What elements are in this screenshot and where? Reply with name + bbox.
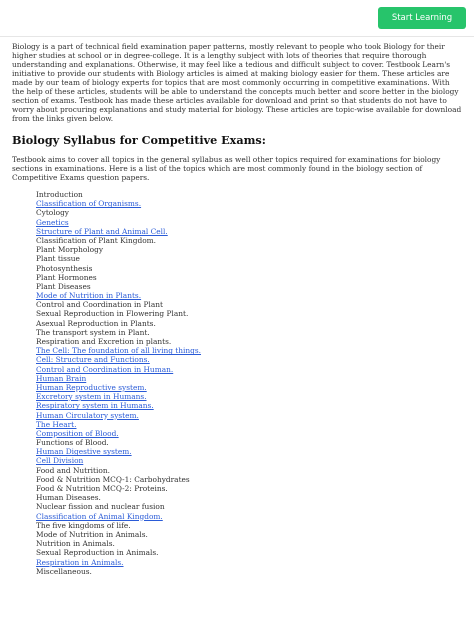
topic-link[interactable]: Structure of Plant and Animal Cell. <box>36 226 168 236</box>
topic-item[interactable] <box>36 512 462 521</box>
topic-item <box>36 273 462 282</box>
topic-item <box>36 484 462 493</box>
topic-label: Mode of Nutrition in Animals. <box>36 529 148 539</box>
intro-paragraph: Biology is a part of technical field examination paper patterns, mostly relevant to people who took Biology for their higher studies at school or in degree-college. It is a lengthy subject with lots of theories that require thorough understanding and explanations. Otherwise, it may feel like a tedious and difficult subject to cover. Testbook Learn's initiative to provide our students with Biology articles is aimed at making biology easier for them. These articles are made by our team of biology experts for topics that are most commonly occurring in competitive examinations. With the help of these articles, students will be able to understand the concepts much better and score better in the biology section of exams. Testbook has made these articles available for download and print so that students do not have to worry about procuring explanations and study material for biology. These articles are topic-wise available for download from the links given below. <box>12 42 462 123</box>
topic-link[interactable]: Respiratory system in Humans. <box>36 401 154 411</box>
topic-item <box>36 309 462 318</box>
topic-item <box>36 264 462 273</box>
topic-label: Nutrition in Animals. <box>36 539 115 549</box>
topic-label: Food and Nutrition. <box>36 465 110 475</box>
topic-label: Classification of Plant Kingdom. <box>36 235 157 245</box>
topic-item[interactable] <box>36 346 462 355</box>
topic-link[interactable]: Excretory system in Humans. <box>36 392 147 402</box>
topic-item <box>36 245 462 254</box>
topic-item[interactable] <box>36 411 462 420</box>
topic-label: Sexual Reproduction in Animals. <box>36 548 159 558</box>
topic-link[interactable]: Respiration in Animals. <box>36 557 124 567</box>
top-bar <box>0 0 474 37</box>
topic-link[interactable]: Genetics <box>36 217 69 227</box>
topic-item[interactable] <box>36 392 462 401</box>
topic-item[interactable] <box>36 374 462 383</box>
topic-item <box>36 319 462 328</box>
topic-item <box>36 254 462 263</box>
topic-link[interactable]: Classification of Animal Kingdom. <box>36 511 163 521</box>
topic-item[interactable] <box>36 383 462 392</box>
topic-link[interactable]: Human Circulatory system. <box>36 410 139 420</box>
section-paragraph: Testbook aims to cover all topics in the general syllabus as well other topics required for examinations for biology sections in examinations. Here is a list of the topics which are most commonly found in the biology section of Competitive Exams question papers. <box>12 155 441 182</box>
topic-link[interactable]: Human Digestive system. <box>36 447 132 457</box>
topic-label: Plant Hormones <box>36 272 97 282</box>
topic-label: Cytology <box>36 208 69 218</box>
topic-label: Photosynthesis <box>36 263 93 273</box>
topic-item <box>36 493 462 502</box>
topic-label: Food & Nutrition MCQ-2: Proteins. <box>36 484 168 493</box>
topic-item <box>36 502 462 511</box>
topic-link[interactable]: The Cell: The foundation of all living things. <box>36 346 202 356</box>
topic-item[interactable] <box>36 401 462 410</box>
topic-item <box>36 236 462 245</box>
topic-label: Functions of Blood. <box>36 438 109 448</box>
topic-item <box>36 466 462 475</box>
topic-item <box>36 539 462 548</box>
topic-item <box>36 567 462 576</box>
topic-link[interactable]: Composition of Blood. <box>36 428 119 438</box>
topic-label: Sexual Reproduction in Flowering Plant. <box>36 309 189 319</box>
topic-link[interactable]: Classification of Organisms. <box>36 199 142 209</box>
topic-item[interactable] <box>36 355 462 364</box>
topic-item[interactable] <box>36 365 462 374</box>
topic-item <box>36 328 462 337</box>
article-content <box>12 42 462 576</box>
topic-label: Nuclear fission and nuclear fusion <box>36 502 165 512</box>
topic-label: Plant Diseases <box>36 281 91 291</box>
topic-item <box>36 337 462 346</box>
topic-item[interactable] <box>36 558 462 567</box>
topic-item <box>36 521 462 530</box>
topic-link[interactable]: The Heart. <box>36 419 77 429</box>
topic-list <box>36 190 462 576</box>
topic-link[interactable]: Cell: Structure and Functions. <box>36 355 150 365</box>
topic-link[interactable]: Human Brain <box>36 373 87 383</box>
section-heading: Biology Syllabus for Competitive Exams: <box>12 133 266 147</box>
topic-label: Asexual Reproduction in Plants. <box>36 318 156 328</box>
topic-item <box>36 548 462 557</box>
topic-item <box>36 208 462 217</box>
start-learning-button[interactable]: Start Learning <box>378 7 466 29</box>
topic-item[interactable] <box>36 429 462 438</box>
topic-item <box>36 190 462 199</box>
topic-item[interactable] <box>36 218 462 227</box>
topic-item <box>36 438 462 447</box>
topic-item[interactable] <box>36 420 462 429</box>
topic-item <box>36 475 462 484</box>
topic-item[interactable] <box>36 447 462 456</box>
topic-label: Food & Nutrition MCQ-1: Carbohydrates <box>36 474 190 484</box>
topic-item[interactable] <box>36 199 462 208</box>
topic-label: The five kingdoms of life. <box>36 520 131 530</box>
topic-link[interactable]: Control and Coordination in Human. <box>36 364 174 374</box>
topic-label: Miscellaneous. <box>36 566 92 576</box>
topic-link[interactable]: Mode of Nutrition in Plants. <box>36 291 142 301</box>
topic-label: The transport system in Plant. <box>36 327 150 337</box>
topic-label: Plant tissue <box>36 254 80 264</box>
topic-item[interactable] <box>36 291 462 300</box>
topic-label: Human Diseases. <box>36 493 101 503</box>
topic-label: Control and Coordination in Plant <box>36 300 163 310</box>
topic-link[interactable]: Human Reproductive system. <box>36 382 147 392</box>
topic-item <box>36 530 462 539</box>
topic-item[interactable] <box>36 227 462 236</box>
topic-label: Introduction <box>36 190 83 199</box>
topic-link[interactable]: Cell Division <box>36 456 84 466</box>
topic-label: Plant Morphology <box>36 245 104 255</box>
topic-item[interactable] <box>36 456 462 465</box>
topic-item <box>36 282 462 291</box>
topic-item <box>36 300 462 309</box>
topic-label: Respiration and Excretion in plants. <box>36 337 172 346</box>
